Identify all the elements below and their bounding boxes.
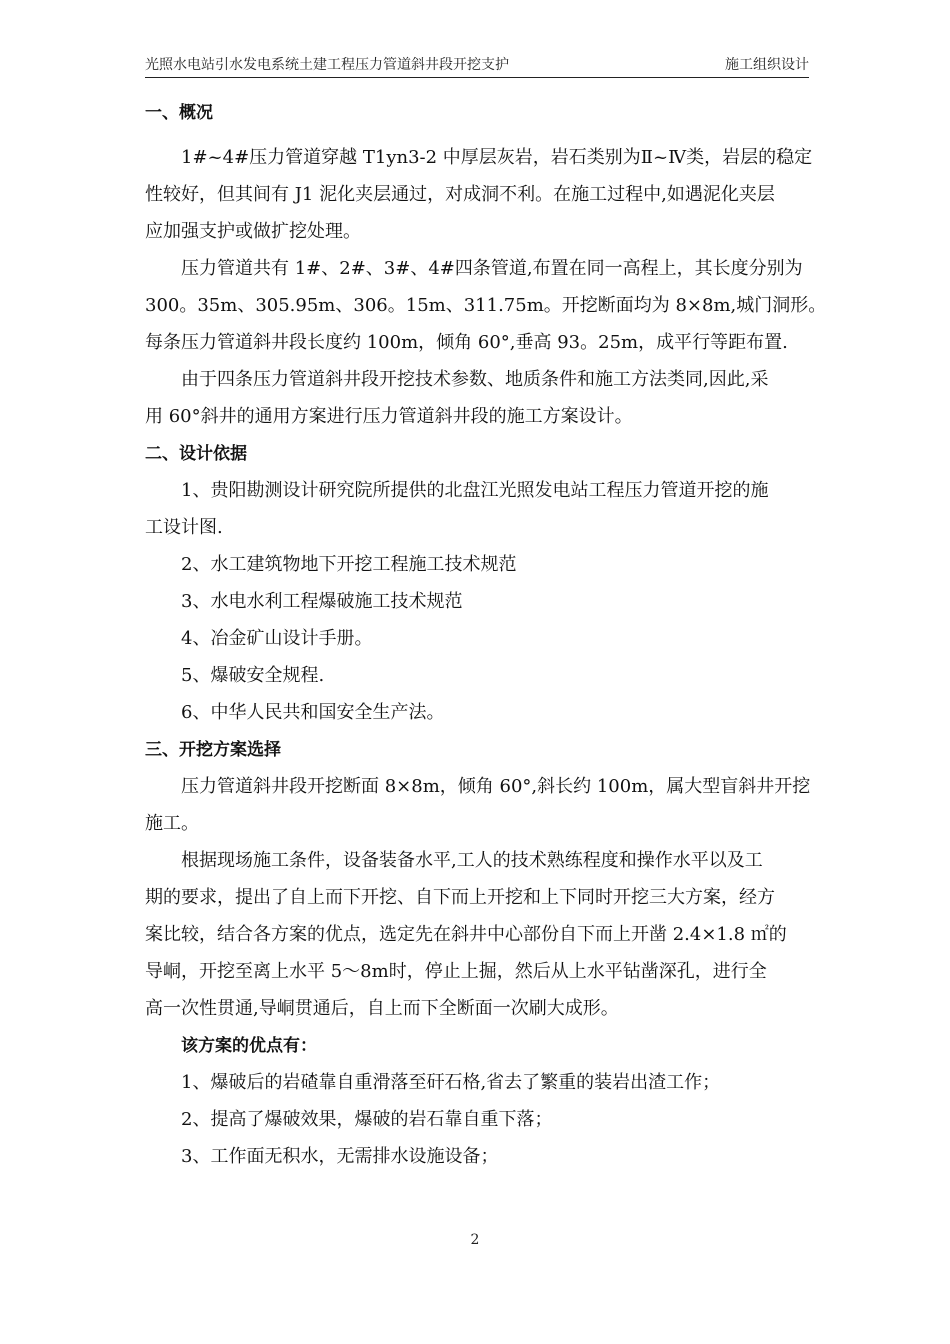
paragraph-line: 施工。 xyxy=(145,813,199,834)
paragraph-line: 300。35m、305.95m、306。15m、311.75m。开挖断面均为 8×8m,城门洞形。 xyxy=(145,295,827,316)
paragraph-line: 高一次性贯通,导峒贯通后，自上而下全断面一次刷大成形。 xyxy=(145,998,619,1019)
list-item: 4、冶金矿山设计手册。 xyxy=(181,628,373,649)
paragraph-line: 期的要求，提出了自上而下开挖、自下而上开挖和上下同时开挖三大方案，经方 xyxy=(145,887,775,908)
list-item: 3、工作面无积水，无需排水设施设备； xyxy=(181,1146,499,1167)
advantages-heading: 该方案的优点有： xyxy=(181,1036,317,1056)
paragraph-line: 根据现场施工条件，设备装备水平,工人的技术熟练程度和操作水平以及工 xyxy=(181,850,763,871)
header-divider xyxy=(145,77,809,78)
paragraph-line: 用 60°斜井的通用方案进行压力管道斜井段的施工方案设计。 xyxy=(145,406,633,427)
header-doc-type: 施工组织设计 xyxy=(725,57,809,73)
list-item: 1、贵阳勘测设计研究院所提供的北盘江光照发电站工程压力管道开挖的施 xyxy=(181,480,769,501)
list-item: 1、爆破后的岩碴靠自重滑落至矸石格,省去了繁重的装岩出渣工作； xyxy=(181,1072,721,1093)
page-number: 2 xyxy=(470,1232,480,1248)
header-title: 光照水电站引水发电系统土建工程压力管道斜井段开挖支护 xyxy=(145,57,509,73)
list-item: 2、提高了爆破效果，爆破的岩石靠自重下落； xyxy=(181,1109,553,1130)
paragraph-line: 案比较，结合各方案的优点，选定先在斜井中心部份自下而上开凿 2.4×1.8 ㎡的 xyxy=(145,924,787,945)
list-item: 5、爆破安全规程. xyxy=(181,665,325,686)
paragraph-line: 每条压力管道斜井段长度约 100m，倾角 60°,垂高 93。25m，成平行等距布置. xyxy=(145,332,788,353)
list-item: 3、水电水利工程爆破施工技术规范 xyxy=(181,591,463,612)
paragraph-line: 1#~4#压力管道穿越 T1yn3-2 中厚层灰岩，岩石类别为Ⅱ~Ⅳ类，岩层的稳定 xyxy=(181,147,813,168)
list-item: 6、中华人民共和国安全生产法。 xyxy=(181,702,445,723)
paragraph-line: 应加强支护或做扩挖处理。 xyxy=(145,221,361,242)
list-item: 2、水工建筑物地下开挖工程施工技术规范 xyxy=(181,554,517,575)
list-item-continuation: 工设计图. xyxy=(145,517,223,538)
section-heading-overview: 一、概况 xyxy=(145,103,213,123)
page-header xyxy=(145,54,809,76)
paragraph-line: 导峒，开挖至离上水平 5～8m时，停止上掘，然后从上水平钻凿深孔，进行全 xyxy=(145,961,767,982)
paragraph-line: 压力管道斜井段开挖断面 8×8m，倾角 60°,斜长约 100m，属大型盲斜井开挖 xyxy=(181,776,811,797)
section-heading-basis: 二、设计依据 xyxy=(145,444,247,464)
paragraph-line: 性较好，但其间有 J1 泥化夹层通过，对成洞不利。在施工过程中,如遇泥化夹层 xyxy=(145,184,775,205)
section-heading-scheme: 三、开挖方案选择 xyxy=(145,740,281,760)
paragraph-line: 压力管道共有 1#、2#、3#、4#四条管道,布置在同一高程上，其长度分别为 xyxy=(181,258,803,279)
paragraph-line: 由于四条压力管道斜井段开挖技术参数、地质条件和施工方法类同,因此,采 xyxy=(181,369,769,390)
